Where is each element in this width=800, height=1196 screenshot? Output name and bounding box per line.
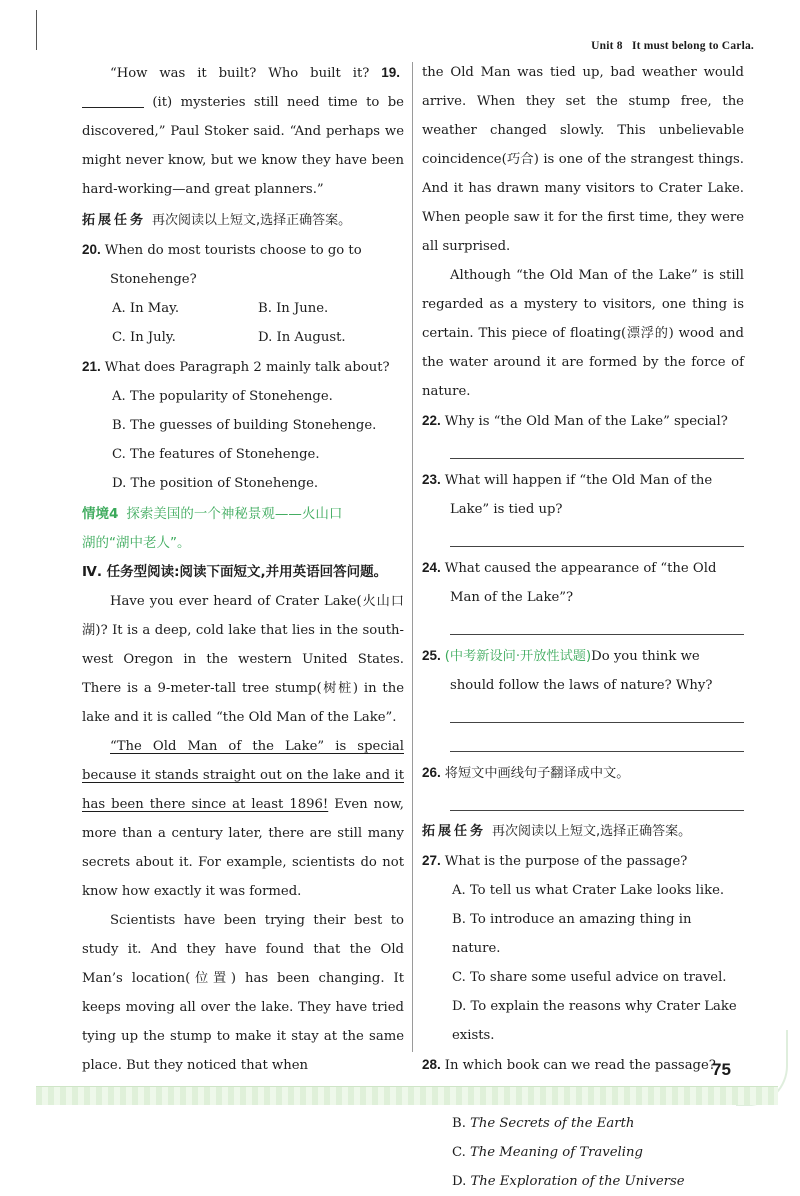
answer-line-24[interactable] [450,612,744,635]
extension-task-header [82,206,404,235]
passage-paragraph-1: Have you ever heard of Crater Lake(火山口湖)? It is a deep, cold lake that lies in the south-west Oregon in the western United States. There is a 9-meter-tall tree stump(树桩) in the lake and it is called “the Old Man of the Lake”. [82,594,404,725]
question-text: What does Paragraph 2 mainly talk about? [104,360,390,375]
question-26 [422,758,744,788]
quote-text-cont: (it) mysteries still need time to be discovered,” Paul Stoker said. “And perhaps we might never know, but we know they have been hard-working—and great planners.” [82,95,404,197]
unit-label: Unit 8 [591,40,623,52]
underlined-sentence: “The Old Man of the Lake” is special because it stands straight out on the lake and it has been there since at least 1896! [82,739,404,812]
task-instruction: 再次阅读以上短文,选择正确答案。 [492,824,692,839]
option-d[interactable]: D. To explain the reasons why Crater Lake exists. [452,999,737,1043]
question-text: When do most tourists choose to go to Stonehenge? [104,243,362,287]
task-label: 拓展任务 [422,824,487,839]
option-letter: B. [452,1116,466,1131]
quote-text: “How was it built? Who built it? [110,66,382,81]
option-d[interactable]: D. In August. [258,330,346,345]
question-text: 将短文中画线句子翻译成中文。 [444,766,630,781]
question-number: 24. [422,560,441,575]
scene-heading [82,500,404,558]
question-text: What is the purpose of the passage? [444,854,688,869]
question-number: 28. [422,1057,441,1072]
scene-text-cont: 湖的“湖中老人”。 [82,535,191,551]
question-25 [422,641,744,700]
passage-paragraph-2 [82,732,404,906]
passage-paragraph-3: Scientists have been trying their best to study it. And they have found that the Old Man’s location(位置) has been changing. It keeps moving all over the lake. They have tried tying up the stump to make it stay at the same place. But they noticed that when [82,913,404,1073]
section-title: Ⅳ. 任务型阅读:阅读下面短文,并用英语回答问题。 [82,564,388,580]
question-20 [82,235,404,294]
option-b[interactable]: B. To introduce an amazing thing in nature. [452,912,692,956]
question-number-19: 19. [381,65,400,80]
option-d[interactable] [422,1167,744,1196]
option-a[interactable]: A. To tell us what Crater Lake looks like. [452,883,725,898]
question-number: 27. [422,853,441,868]
question-text: What caused the appearance of “the Old Man of the Lake”? [444,561,717,605]
answer-line-23[interactable] [450,524,744,547]
right-column [422,58,744,1196]
left-column [82,58,404,1080]
question-text: Do you think we should follow the laws of nature? Why? [450,649,713,693]
answer-line-26[interactable] [450,788,744,811]
answer-blank-19[interactable] [82,91,144,108]
option-c[interactable]: C. In July. [112,330,176,345]
question-22 [422,406,744,436]
page-header [591,40,754,52]
page-number: 75 [712,1060,731,1079]
question-tag: (中考新设问·开放性试题) [444,649,592,664]
question-28 [422,1050,744,1080]
question-21 [82,352,404,382]
question-number: 26. [422,765,441,780]
answer-line-25a[interactable] [450,700,744,723]
paragraph-text: Even now, more than a century later, there are still many secrets about it. For example, scientists do not know how exactly it was formed. [82,797,405,899]
option-a[interactable]: A. In May. [112,301,180,316]
page-corner-mark [36,10,43,50]
option-c[interactable]: C. The features of Stonehenge. [112,447,320,462]
answer-line-25b[interactable] [450,729,744,752]
option-a[interactable]: A. The popularity of Stonehenge. [112,389,333,404]
option-letter: C. [452,1145,466,1160]
option-b[interactable] [422,1109,744,1138]
task-label: 拓展任务 [82,213,147,228]
question-number: 22. [422,413,441,428]
option-c[interactable]: C. To share some useful advice on travel. [452,970,727,985]
question-27 [422,846,744,876]
column-divider [412,62,413,1052]
question-text: What will happen if “the Old Man of the Lake” is tied up? [444,473,713,517]
question-number: 25. [422,648,441,663]
options-row [82,294,404,323]
scene-text: 探索美国的一个神秘景观——火山口 [126,506,343,522]
passage-quote [82,58,404,204]
extension-task-header [422,817,744,846]
book-title: The Secrets of the Earth [470,1116,635,1131]
option-d[interactable]: D. The position of Stonehenge. [112,476,319,491]
passage-paragraph-4: Although “the Old Man of the Lake” is still regarded as a mystery to visitors, one thing is certain. This piece of floating(漂浮的) wood and the water around it are formed by the force of nature. [422,268,744,399]
question-23 [422,465,744,524]
question-text: In which book can we read the passage? [444,1058,716,1073]
passage-paragraph-3-cont: the Old Man was tied up, bad weather would arrive. When they set the stump free, the weather changed slowly. This unbelievable coincidence(巧合) is one of the strangest things. And it has drawn many visitors to Crater Lake. When people saw it for the first time, they were all surprised. [422,65,744,254]
footer-bar [36,1086,778,1105]
book-title: The Exploration of the Universe [470,1174,685,1189]
task-instruction: 再次阅读以上短文,选择正确答案。 [152,213,352,228]
option-letter: D. [452,1174,467,1189]
answer-line-22[interactable] [450,436,744,459]
scene-label: 情境4 [82,506,119,522]
question-text: Why is “the Old Man of the Lake” special? [444,414,728,429]
option-b[interactable]: B. The guesses of building Stonehenge. [112,418,377,433]
question-number: 20. [82,242,101,257]
question-24 [422,553,744,612]
unit-title: It must belong to Carla. [631,40,754,52]
book-title: The Meaning of Traveling [470,1145,643,1160]
question-number: 21. [82,359,101,374]
question-number: 23. [422,472,441,487]
options-row [82,323,404,352]
option-b[interactable]: B. In June. [258,301,329,316]
option-c[interactable] [422,1138,744,1167]
